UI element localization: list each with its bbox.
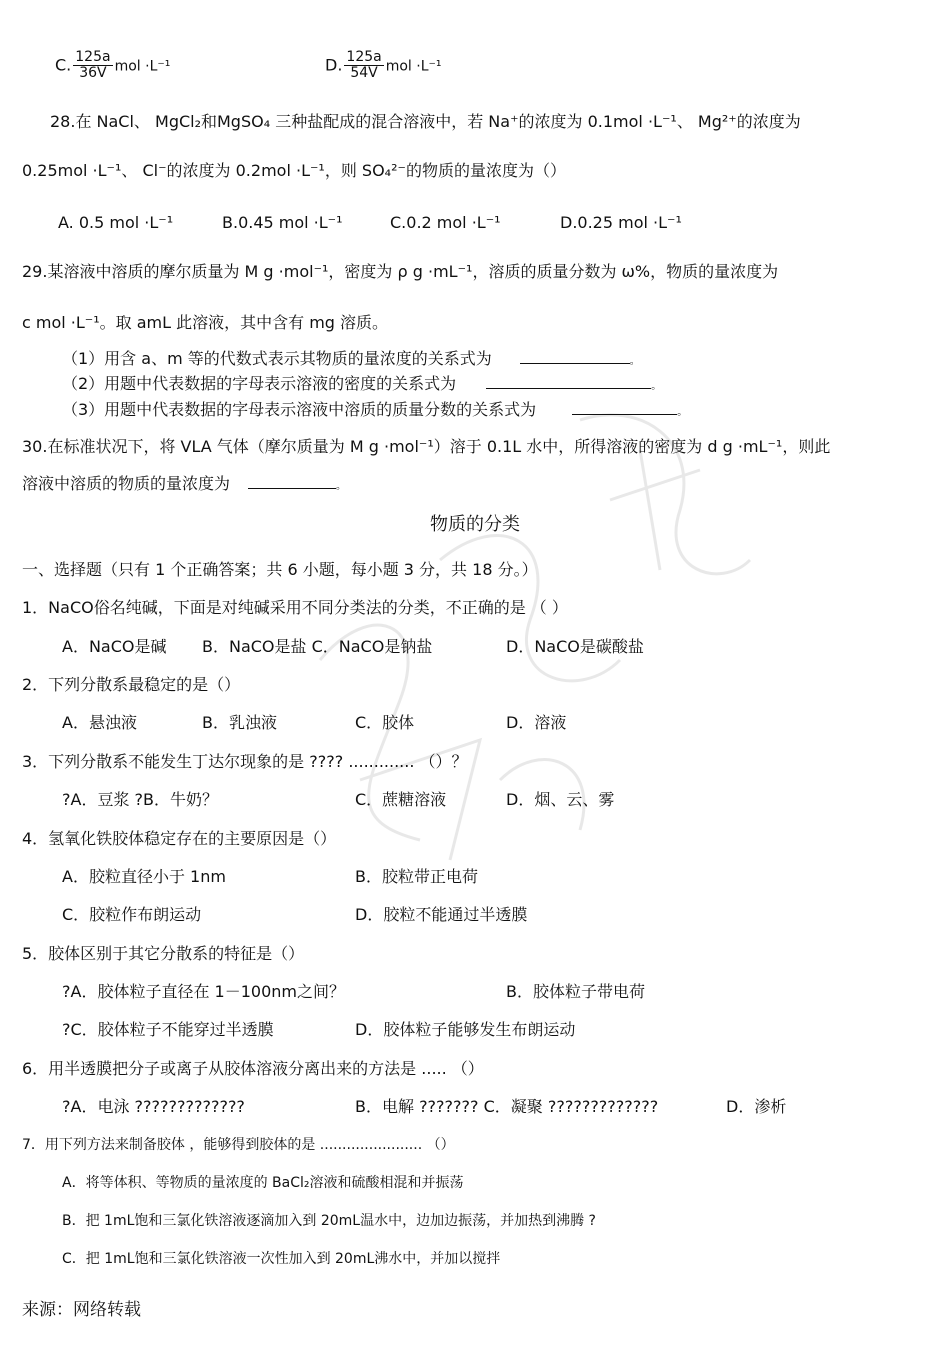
source-note: 来源：网络转载 bbox=[22, 1300, 141, 1320]
q29-line1: 29.某溶液中溶质的摩尔质量为 M g ·mol⁻¹，密度为 ρ g ·mL⁻¹，溶质的质量分数为 ω%，物质的量浓度为 bbox=[22, 262, 779, 281]
question-2-option-b: B．乳浊液 bbox=[202, 713, 277, 732]
question-1-stem: 1．NaCO俗名纯碱，下面是对纯碱采用不同分类法的分类，不正确的是 （ ） bbox=[22, 598, 568, 617]
question-7-option-b: B．把 1mL饱和三氯化铁溶液逐滴加入到 20mL温水中，边加边振荡，并加热到沸腾 ? bbox=[62, 1213, 596, 1229]
q28-line2: 0.25mol ·L⁻¹、 Cl⁻的浓度为 0.2mol ·L⁻¹，则 SO₄²⁻的物质的量浓度为（） bbox=[22, 161, 566, 180]
question-7-stem: 7．用下列方法来制备胶体 ，能够得到胶体的是 ....................... （） bbox=[22, 1137, 455, 1153]
question-7-option-c: C．把 1mL饱和三氯化铁溶液一次性加入到 20mL沸水中，并加以搅拌 bbox=[62, 1251, 501, 1267]
question-6-stem: 6．用半透膜把分子或离子从胶体溶液分离出来的方法是 ..... （） bbox=[22, 1059, 484, 1078]
question-4-stem: 4．氢氧化铁胶体稳定存在的主要原因是（） bbox=[22, 829, 337, 848]
question-2-stem: 2．下列分散系最稳定的是（） bbox=[22, 675, 241, 694]
section-title: 物质的分类 bbox=[430, 514, 520, 535]
question-4-option-c: C．胶粒作布朗运动 bbox=[62, 905, 202, 924]
q30-line1: 30.在标准状况下，将 VLA 气体（摩尔质量为 M g ·mol⁻¹）溶于 0.1L 水中，所得溶液的密度为 d g ·mL⁻¹，则此 bbox=[22, 437, 831, 456]
q28-option-a: A. 0.5 mol ·L⁻¹ bbox=[58, 213, 174, 232]
question-2-option-a: A．悬浊液 bbox=[62, 713, 137, 732]
question-1-option-bc: B．NaCO是盐 C．NaCO是钠盐 bbox=[202, 637, 433, 656]
question-4-option-d: D．胶粒不能通过半透膜 bbox=[355, 905, 528, 924]
question-2-option-c: C．胶体 bbox=[355, 713, 415, 732]
answer-blank bbox=[248, 474, 336, 489]
q27-option-d: D. $\frac{125a}{54V}$ mol ·L⁻¹ bbox=[325, 49, 442, 82]
answer-blank bbox=[572, 400, 677, 415]
question-7-option-a: A．将等体积、等物质的量浓度的 BaCl₂溶液和硫酸相混和并振荡 bbox=[62, 1175, 464, 1191]
question-4-option-a: A．胶粒直径小于 1nm bbox=[62, 867, 226, 886]
question-6-option-a: ?A．电泳 ????????????? bbox=[62, 1097, 245, 1116]
question-5-option-a: ?A．胶体粒子直径在 1－100nm之间？ bbox=[62, 982, 345, 1001]
q27-option-c: C. $\frac{125a}{36V}$ mol ·L⁻¹ bbox=[55, 49, 171, 82]
q28-line1: 28.在 NaCl、 MgCl₂和MgSO₄ 三种盐配成的混合溶液中，若 Na⁺的浓度为 0.1mol ·L⁻¹、 Mg²⁺的浓度为 bbox=[50, 112, 801, 131]
q29-sub3: （3）用题中代表数据的字母表示溶液中溶质的质量分数的关系式为 。 bbox=[62, 400, 688, 419]
question-4-option-b: B．胶粒带正电荷 bbox=[355, 867, 478, 886]
q29-sub2: （2）用题中代表数据的字母表示溶液的密度的关系式为 。 bbox=[62, 374, 662, 393]
question-5-stem: 5．胶体区别于其它分散系的特征是（） bbox=[22, 944, 305, 963]
q28-option-b: B.0.45 mol ·L⁻¹ bbox=[222, 213, 343, 232]
question-5-option-b: B．胶体粒子带电荷 bbox=[506, 982, 645, 1001]
q28-option-d: D.0.25 mol ·L⁻¹ bbox=[560, 213, 682, 232]
q30-line2: 溶液中溶质的物质的量浓度为 。 bbox=[22, 474, 347, 493]
question-1-option-d: D．NaCO是碳酸盐 bbox=[506, 637, 644, 656]
question-6-option-d: D．渗析 bbox=[726, 1097, 787, 1116]
question-1-option-a: A．NaCO是碱 bbox=[62, 637, 167, 656]
question-3-stem: 3．下列分散系不能发生丁达尔现象的是 ???? ............. （）？ bbox=[22, 752, 468, 771]
q29-sub1: （1）用含 a、m 等的代数式表示其物质的量浓度的关系式为 。 bbox=[62, 349, 640, 368]
answer-blank bbox=[486, 374, 651, 389]
question-3-option-d: D．烟、云、雾 bbox=[506, 790, 615, 809]
q28-option-c: C.0.2 mol ·L⁻¹ bbox=[390, 213, 501, 232]
question-3-option-ab: ?A．豆浆 ?B．牛奶？ bbox=[62, 790, 218, 809]
section-intro: 一、选择题（只有 1 个正确答案；共 6 小题，每小题 3 分，共 18 分。） bbox=[22, 560, 538, 579]
question-5-option-d: D．胶体粒子能够发生布朗运动 bbox=[355, 1020, 576, 1039]
answer-blank bbox=[520, 349, 630, 364]
question-3-option-c: C．蔗糖溶液 bbox=[355, 790, 447, 809]
q29-line2: c mol ·L⁻¹。取 amL 此溶液，其中含有 mg 溶质。 bbox=[22, 313, 389, 332]
question-2-option-d: D．溶液 bbox=[506, 713, 567, 732]
question-5-option-c: ?C．胶体粒子不能穿过半透膜 bbox=[62, 1020, 274, 1039]
question-6-option-bc: B．电解 ??????? C．凝聚 ????????????? bbox=[355, 1097, 659, 1116]
